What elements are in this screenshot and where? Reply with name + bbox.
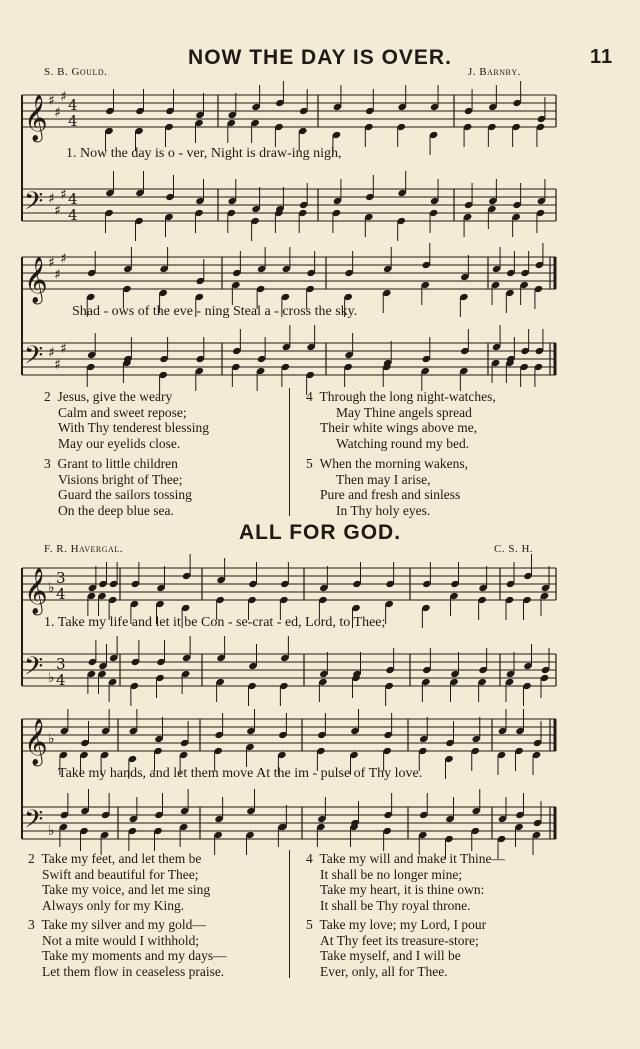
- time-sig-bottom: 4: [68, 206, 78, 224]
- key-flat: ♭: [48, 670, 55, 686]
- key-sharp: ♯: [48, 93, 55, 109]
- key-flat: ♭: [48, 823, 55, 839]
- treble-clef: 𝄞: [24, 568, 48, 614]
- hymn2-verse-2: 2 Take my feet, and let them be Swift and beautiful for Thee; Take my voice, and let me sing Always only for my King.: [28, 851, 211, 913]
- page-number: 11: [590, 46, 614, 68]
- hymn2-verse-4: 4 Take my will and make it Thine— It shall be no longer mine; Take my heart, it is thine own: It shall be Thy royal throne.: [306, 851, 506, 913]
- time-sig-top: 3: [56, 569, 66, 587]
- key-sharp: ♯: [54, 203, 61, 219]
- key-sharp: ♯: [54, 357, 61, 373]
- key-sharp: ♯: [54, 267, 61, 283]
- bass-clef: 𝄢: [24, 187, 44, 222]
- key-sharp: ♯: [60, 341, 67, 357]
- hymn1-author: S. B. Gould.: [44, 66, 108, 78]
- hymn1-composer: J. Barnby.: [468, 66, 521, 78]
- treble-clef: 𝄞: [24, 95, 48, 141]
- hymn2-verse-3: 3 Take my silver and my gold— Not a mite would I withhold; Take my moments and my days— Let them flow in ceaseless praise.: [28, 917, 227, 979]
- key-flat: ♭: [48, 580, 55, 596]
- hymn1-lyrics-line1: 1. Now the day is o - ver, Night is draw-ing nigh,: [66, 146, 342, 161]
- hymn1-verse-5: 5 When the morning wakens, Then may I arise, Pure and fresh and sinless In Thy holy eyes.: [306, 456, 468, 518]
- time-sig-bottom: 4: [68, 112, 78, 130]
- key-sharp: ♯: [60, 89, 67, 105]
- time-sig-top: 3: [56, 655, 66, 673]
- hymn1-lyrics-line2: Shad - ows of the eve - ning Steal a - cross the sky.: [72, 304, 358, 319]
- key-sharp: ♯: [48, 255, 55, 271]
- hymn2-lyrics-line1: 1. Take my life and let it be Con - se-crat - ed, Lord, to Thee;: [44, 615, 386, 630]
- time-sig-top: 4: [68, 96, 78, 114]
- time-sig-bottom: 4: [56, 671, 66, 689]
- key-sharp: ♯: [48, 191, 55, 207]
- hymn1-verse-4: 4 Through the long night-watches, May Thine angels spread Their white wings above me, Watching round my bed.: [306, 389, 496, 451]
- hymn2-composer: C. S. H.: [494, 543, 534, 555]
- time-sig-bottom: 4: [56, 585, 66, 603]
- key-sharp: ♯: [60, 187, 67, 203]
- hymn2-verse-5: 5 Take my love; my Lord, I pour At Thy feet its treasure-store; Take myself, and I will be Ever, only, all for Thee.: [306, 917, 487, 979]
- hymn1-title: NOW THE DAY IS OVER.: [188, 46, 452, 69]
- time-sig-top: 4: [68, 190, 78, 208]
- hymn2-lyrics-line2: Take my hands, and let them move At the im - pulse of Thy love.: [58, 766, 423, 781]
- bass-clef: 𝄢: [24, 341, 44, 376]
- hymn2-author: F. R. Havergal.: [44, 543, 123, 555]
- key-sharp: ♯: [48, 345, 55, 361]
- bass-clef: 𝄢: [24, 652, 44, 687]
- hymn1-verse-2: 2 Jesus, give the weary Calm and sweet repose; With Thy tenderest blessing May our eyelids close.: [44, 389, 210, 451]
- bass-clef: 𝄢: [24, 805, 44, 840]
- key-flat: ♭: [48, 731, 55, 747]
- hymn2-title: ALL FOR GOD.: [238, 521, 402, 544]
- hymn1-verse-3: 3 Grant to little children Visions bright of Thee; Guard the sailors tossing On the deep blue sea.: [44, 456, 192, 518]
- treble-clef: 𝄞: [24, 719, 48, 765]
- key-sharp: ♯: [60, 251, 67, 267]
- key-sharp: ♯: [54, 105, 61, 121]
- treble-clef: 𝄞: [24, 257, 48, 303]
